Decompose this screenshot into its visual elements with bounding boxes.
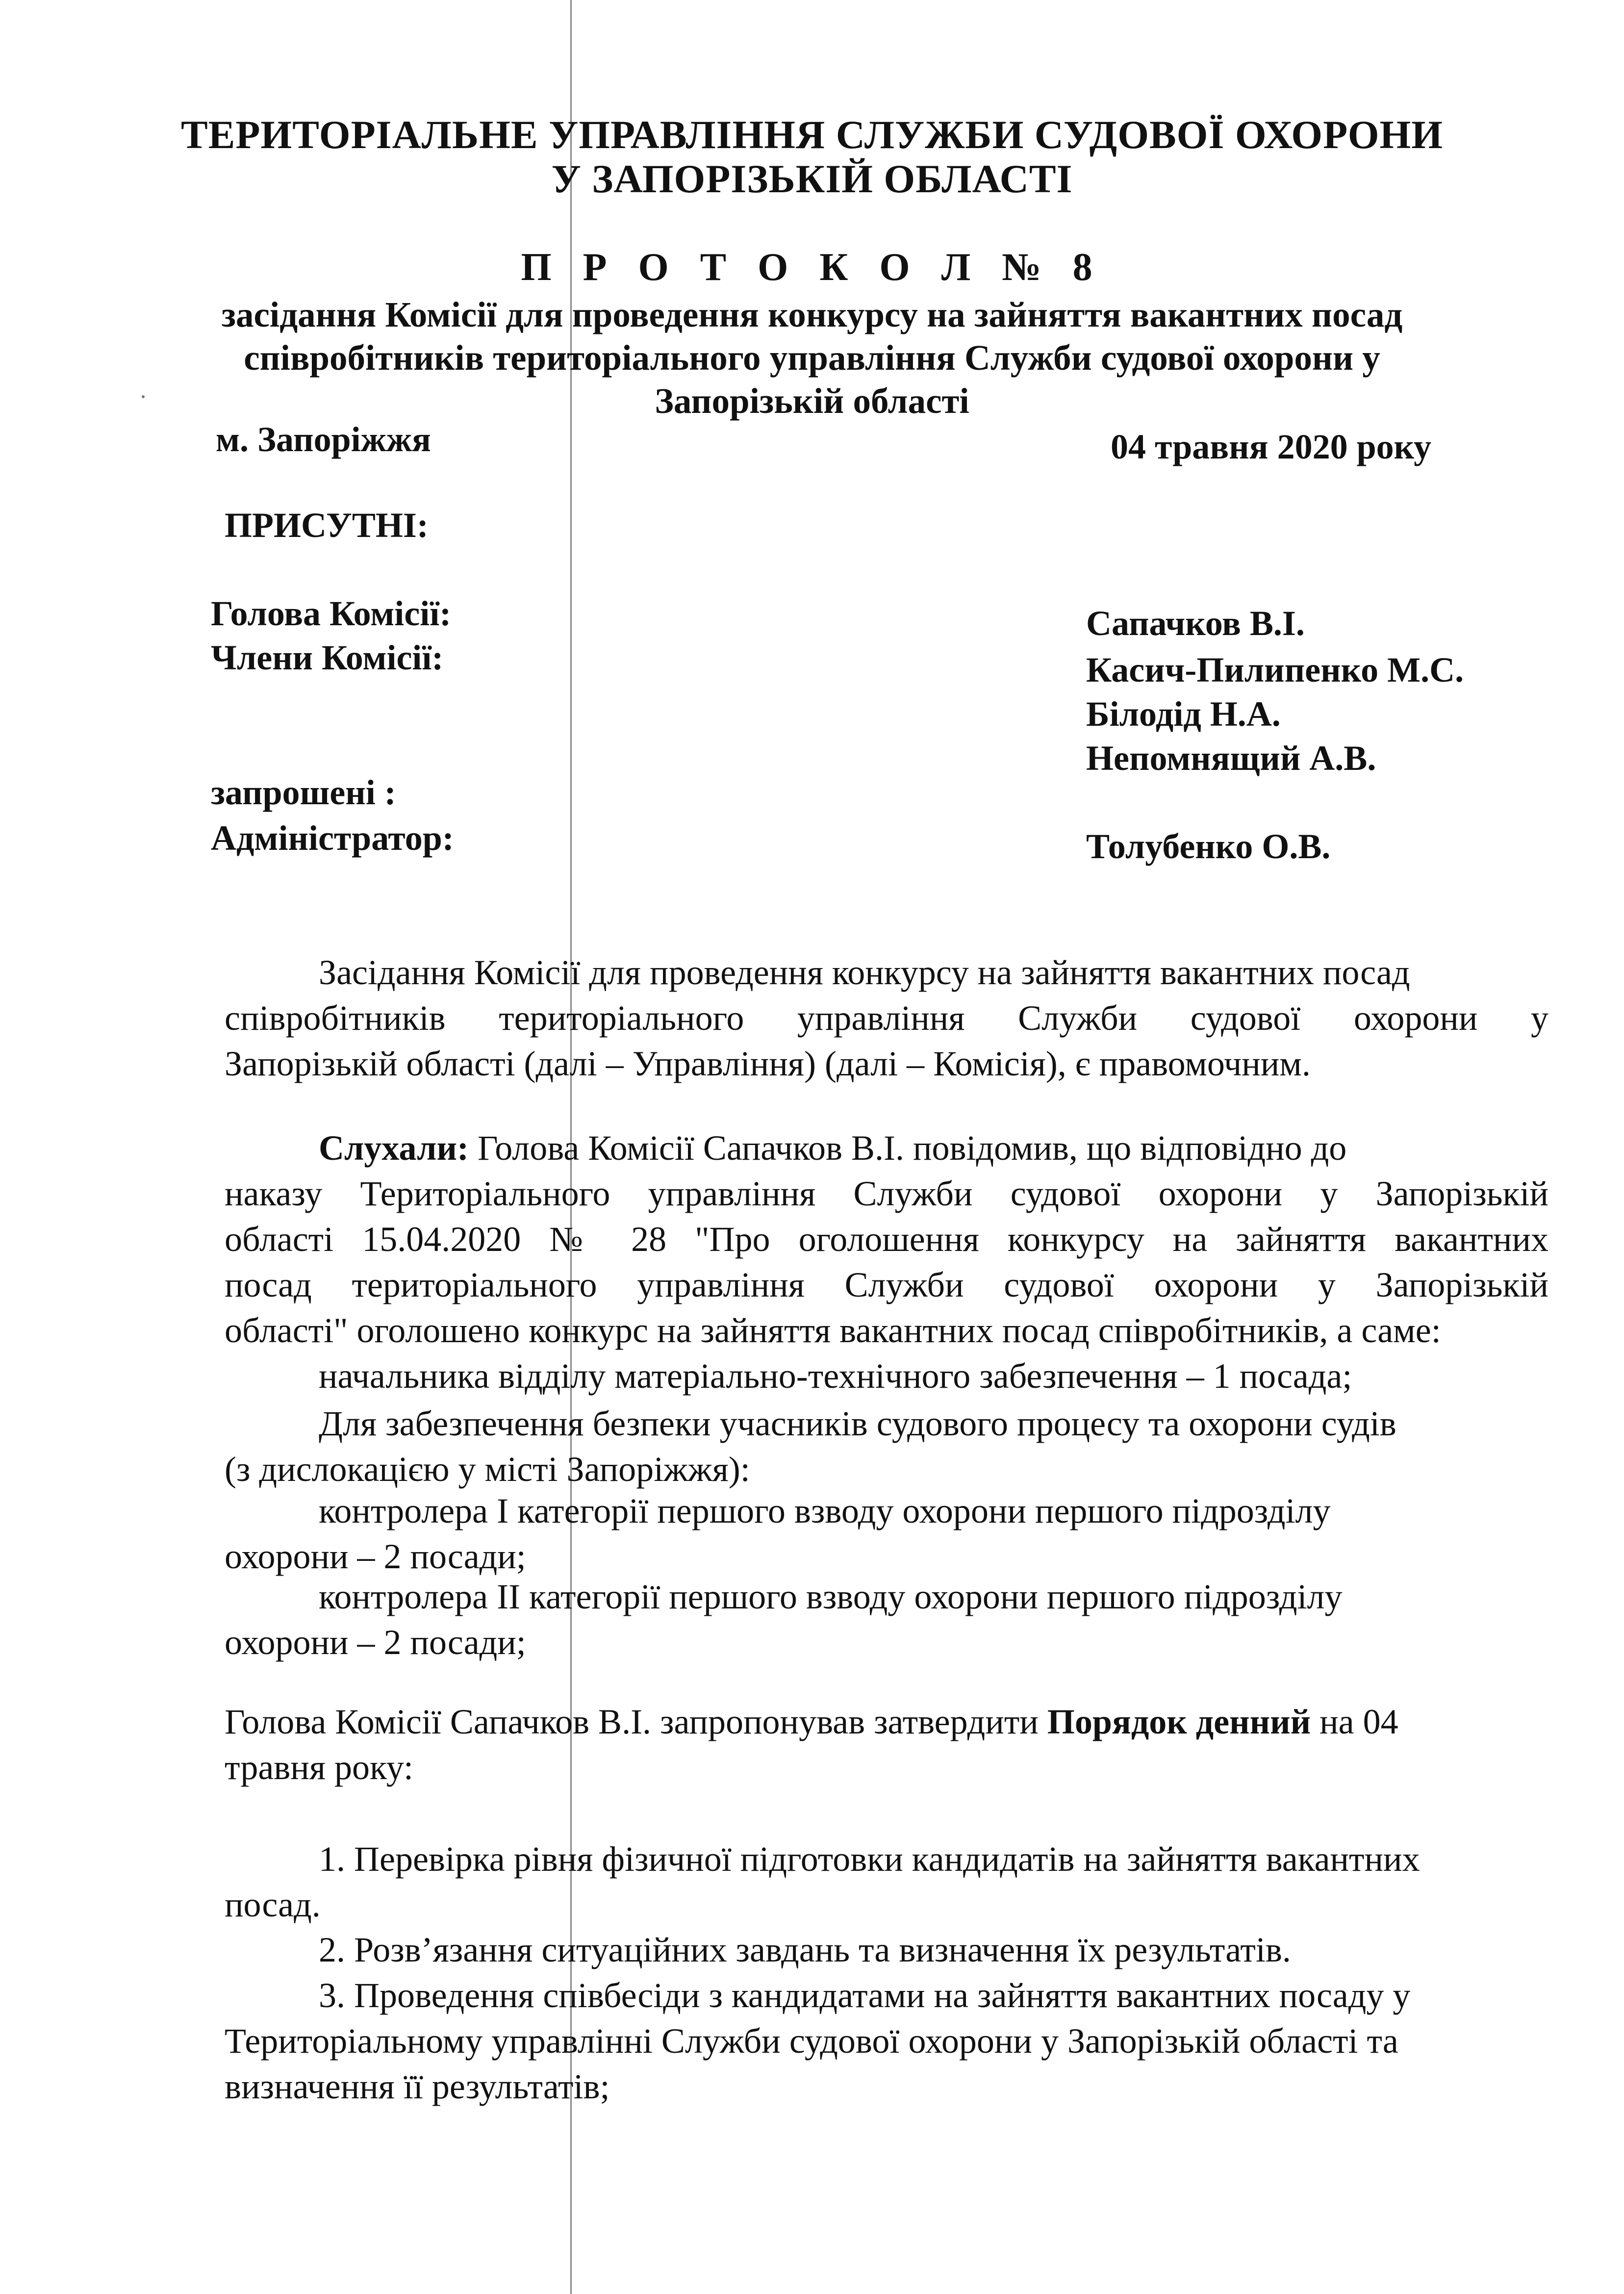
agenda-label: Порядок денний bbox=[1047, 1702, 1311, 1741]
para2-line-1 bbox=[319, 1128, 1346, 1169]
protocol-subtitle-line-2: співробітників територіального управління Служби судової охорони у bbox=[244, 338, 1380, 378]
para2-line-3: області 15.04.2020 № 28 "Про оголошення конкурсу на зайняття вакантних bbox=[225, 1220, 1548, 1259]
protocol-date: 04 травня 2020 року bbox=[1111, 427, 1432, 466]
para2-line-5: області" оголошено конкурс на зайняття вакантних посад співробітників, а саме: bbox=[225, 1311, 1441, 1350]
members-label: Члени Комісії: bbox=[211, 638, 444, 677]
para3-line-1: Для забезпечення безпеки учасників судового процесу та охорони судів bbox=[319, 1404, 1396, 1443]
para2-line-6: начальника відділу матеріально-технічного забезпечення – 1 посада; bbox=[319, 1356, 1352, 1396]
para6-line-2: травня року: bbox=[225, 1748, 413, 1787]
city: м. Запоріжжя bbox=[216, 420, 431, 459]
para3-line-2: (з дислокацією у місті Запоріжжя): bbox=[225, 1450, 750, 1489]
agenda-item-1-line-1: 1. Перевірка рівня фізичної підготовки кандидатів на зайняття вакантних bbox=[319, 1839, 1420, 1879]
para1-line-3: Запорізькій області (далі – Управління) (далі – Комісія), є правомочним. bbox=[225, 1044, 1311, 1083]
heard-label: Слухали: bbox=[319, 1128, 469, 1168]
para1-line-2: співробітників територіального управління Служби судової охорони у bbox=[225, 998, 1548, 1038]
agenda-item-3-line-3: визначення її результатів; bbox=[225, 2067, 610, 2106]
para2-line-2: наказу Територіального управління Служби судової охорони у Запорізькій bbox=[225, 1174, 1548, 1213]
member-name-1: Касич-Пилипенко М.С. bbox=[1086, 650, 1464, 689]
para2-line-4: посад територіального управління Служби судової охорони у Запорізькій bbox=[225, 1265, 1548, 1304]
para6-line-1 bbox=[225, 1702, 1398, 1742]
agenda-item-3-line-2: Територіальному управлінні Служби судової охорони у Запорізькій області та bbox=[225, 2021, 1398, 2061]
protocol-subtitle-line-1: засідання Комісії для проведення конкурсу на зайняття вакантних посад bbox=[221, 295, 1403, 334]
protocol-title: П Р О Т О К О Л № 8 bbox=[521, 246, 1103, 289]
org-title-line-1: ТЕРИТОРІАЛЬНЕ УПРАВЛІННЯ СЛУЖБИ СУДОВОЇ ОХОРОНИ bbox=[180, 112, 1444, 157]
agenda-item-2: 2. Розв’язання ситуаційних завдань та визначення їх результатів. bbox=[319, 1930, 1291, 1969]
attendees-heading: ПРИСУТНІ: bbox=[225, 506, 429, 545]
para5-line-1: контролера ІІ категорії першого взводу охорони першого підрозділу bbox=[319, 1577, 1343, 1616]
agenda-item-1-line-2: посад. bbox=[225, 1885, 321, 1924]
para4-line-1: контролера І категорії першого взводу охорони першого підрозділу bbox=[319, 1491, 1331, 1530]
member-name-2: Білодід Н.А. bbox=[1086, 694, 1281, 734]
admin-label: Адміністратор: bbox=[211, 818, 454, 858]
para2-line-1-text: Голова Комісії Сапачков В.І. повідомив, що відповідно до bbox=[477, 1128, 1347, 1168]
member-name-3: Непомнящий А.В. bbox=[1086, 739, 1376, 778]
chair-label: Голова Комісії: bbox=[211, 594, 452, 633]
org-title-line-2: У ЗАПОРІЗЬКІЙ ОБЛАСТІ bbox=[551, 156, 1073, 201]
para6-text-a: Голова Комісії Сапачков В.І. запропонував затвердити bbox=[225, 1702, 1039, 1741]
para6-text-c: на 04 bbox=[1320, 1702, 1398, 1741]
invited-label: запрошені : bbox=[211, 773, 396, 812]
agenda-item-3-line-1: 3. Проведення співбесіди з кандидатами на зайняття вакантних посаду у bbox=[319, 1976, 1411, 2015]
para1-line-1: Засідання Комісії для проведення конкурсу на зайняття вакантних посад bbox=[319, 953, 1410, 992]
para5-line-2: охорони – 2 посади; bbox=[225, 1623, 526, 1662]
admin-name: Толубенко О.В. bbox=[1086, 827, 1331, 866]
chair-name: Сапачков В.І. bbox=[1086, 604, 1305, 643]
protocol-subtitle-line-3: Запорізькій області bbox=[655, 381, 969, 421]
para4-line-2: охорони – 2 посади; bbox=[225, 1537, 526, 1576]
